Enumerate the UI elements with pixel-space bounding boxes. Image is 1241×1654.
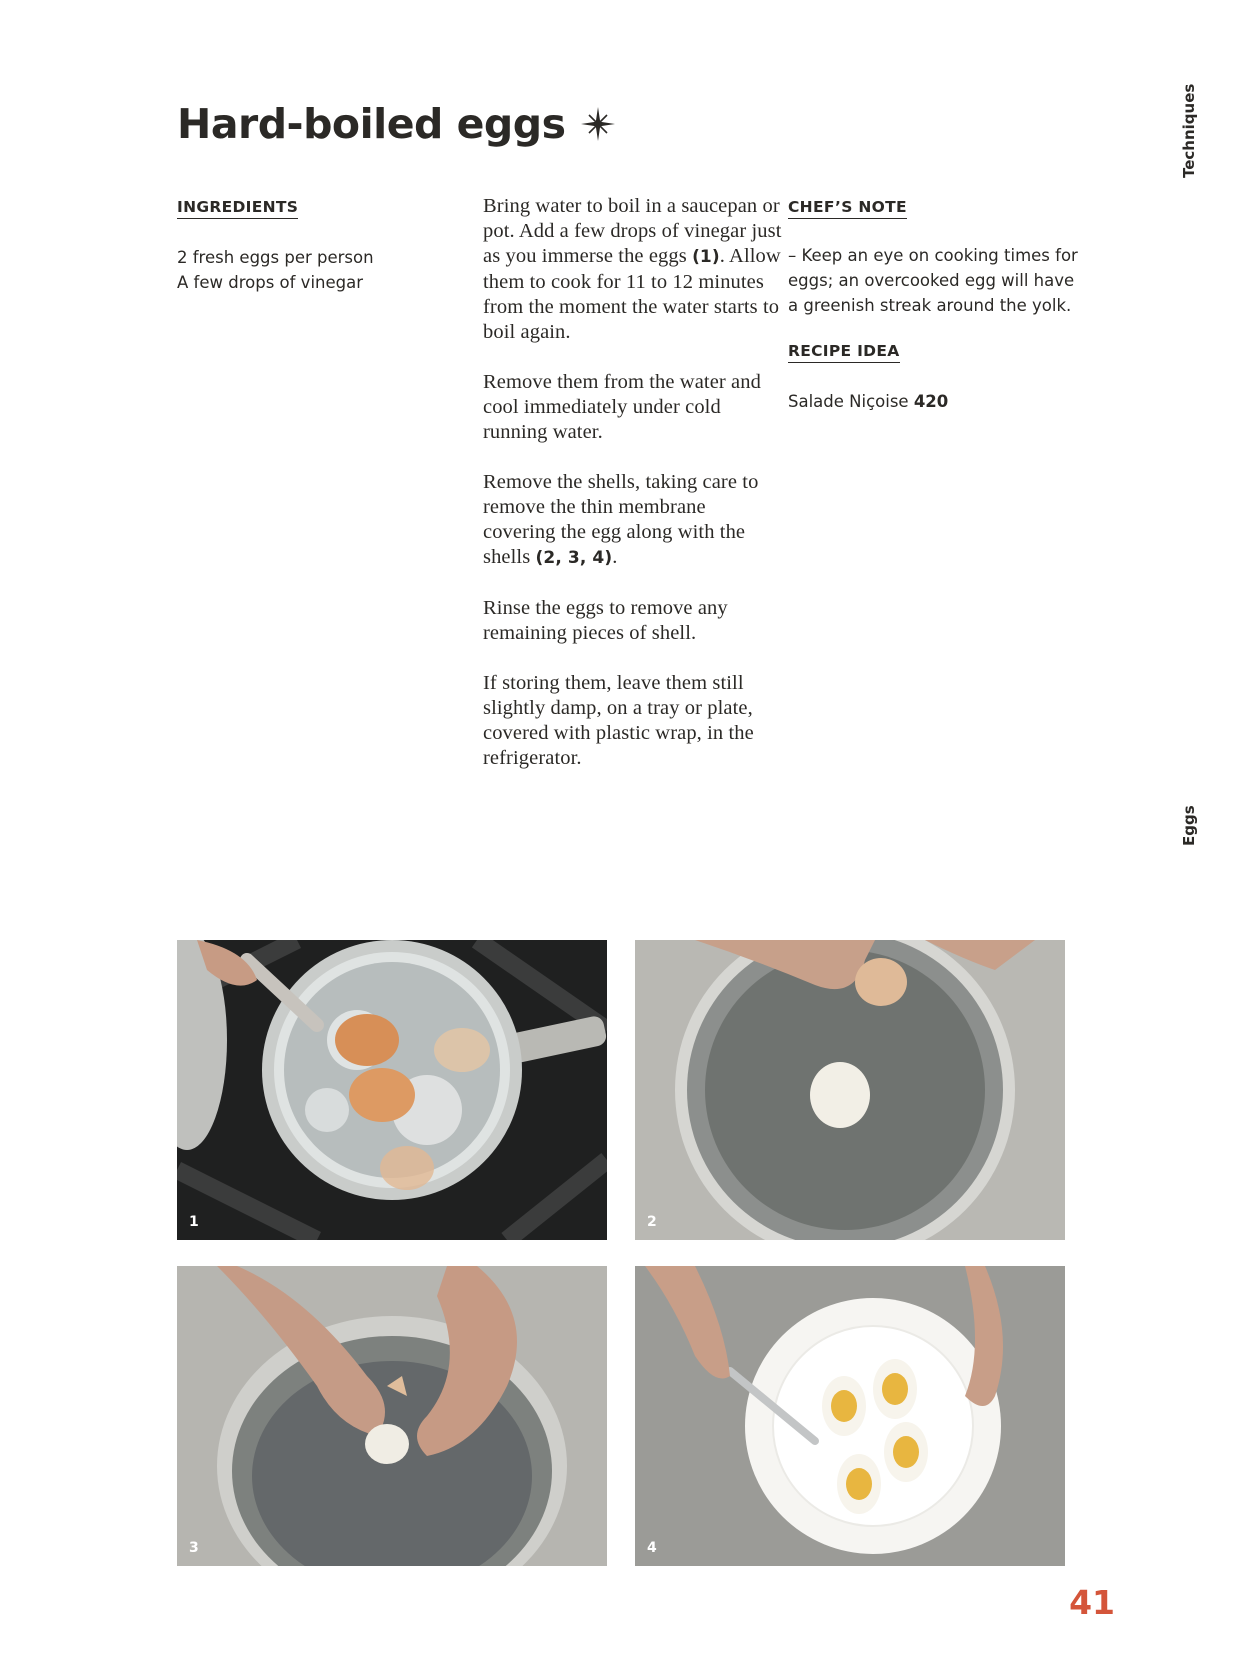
ingredient-item: A few drops of vinegar [177,273,364,292]
photo-step-4 [635,1266,1065,1566]
section-label: Techniques [1180,83,1198,178]
notes-column [788,197,1078,414]
chefs-note-heading: CHEF’S NOTE [788,198,907,219]
chefs-note-text: – Keep an eye on cooking times for eggs; an overcooked egg will have a greenish streak around the yolk. [788,246,1078,315]
chapter-label: Eggs [1180,805,1198,846]
eggs-boiling-in-saucepan-icon [177,940,607,1240]
ingredients-column [177,197,447,295]
photo-number: 2 [647,1214,657,1230]
page-number: 41 [1069,1583,1115,1622]
photo-number: 3 [189,1540,199,1556]
photo-number: 1 [189,1214,199,1230]
ingredients-heading: INGREDIENTS [177,198,298,219]
recipe-idea-link[interactable]: Salade Niçoise 420 [788,392,949,411]
method-step-1: Bring water to boil in a saucepan or pot. Add a few drops of vinegar just as you immerse the eggs (1). Allow them to cook for 11 to 12 minutes from the moment the water starts to boil again. [483,195,782,343]
cooling-egg-in-water-bowl-icon [635,940,1065,1240]
title-text: Hard-boiled eggs [177,100,566,148]
photo-step-3 [177,1266,607,1566]
method-step-2: Remove them from the water and cool immediately under cold running water. [483,371,761,443]
method-step-5: If storing them, leave them still slightly damp, on a tray or plate, covered with plastic wrap, in the refrigerator. [483,672,754,769]
ingredient-item: 2 fresh eggs per person [177,248,374,267]
sparkle-icon [580,106,616,142]
photo-number: 4 [647,1540,657,1556]
photo-step-2 [635,940,1065,1240]
peeling-egg-shell-icon [177,1266,607,1566]
halved-eggs-on-plate-icon [635,1266,1065,1566]
page-title [177,100,616,148]
photo-step-1 [177,940,607,1240]
method-column [483,194,783,796]
method-step-3: Remove the shells, taking care to remove the thin membrane covering the egg along with the shells (2, 3, 4). [483,471,759,568]
method-step-4: Rinse the eggs to remove any remaining pieces of shell. [483,597,728,644]
recipe-idea-heading: RECIPE IDEA [788,342,900,363]
